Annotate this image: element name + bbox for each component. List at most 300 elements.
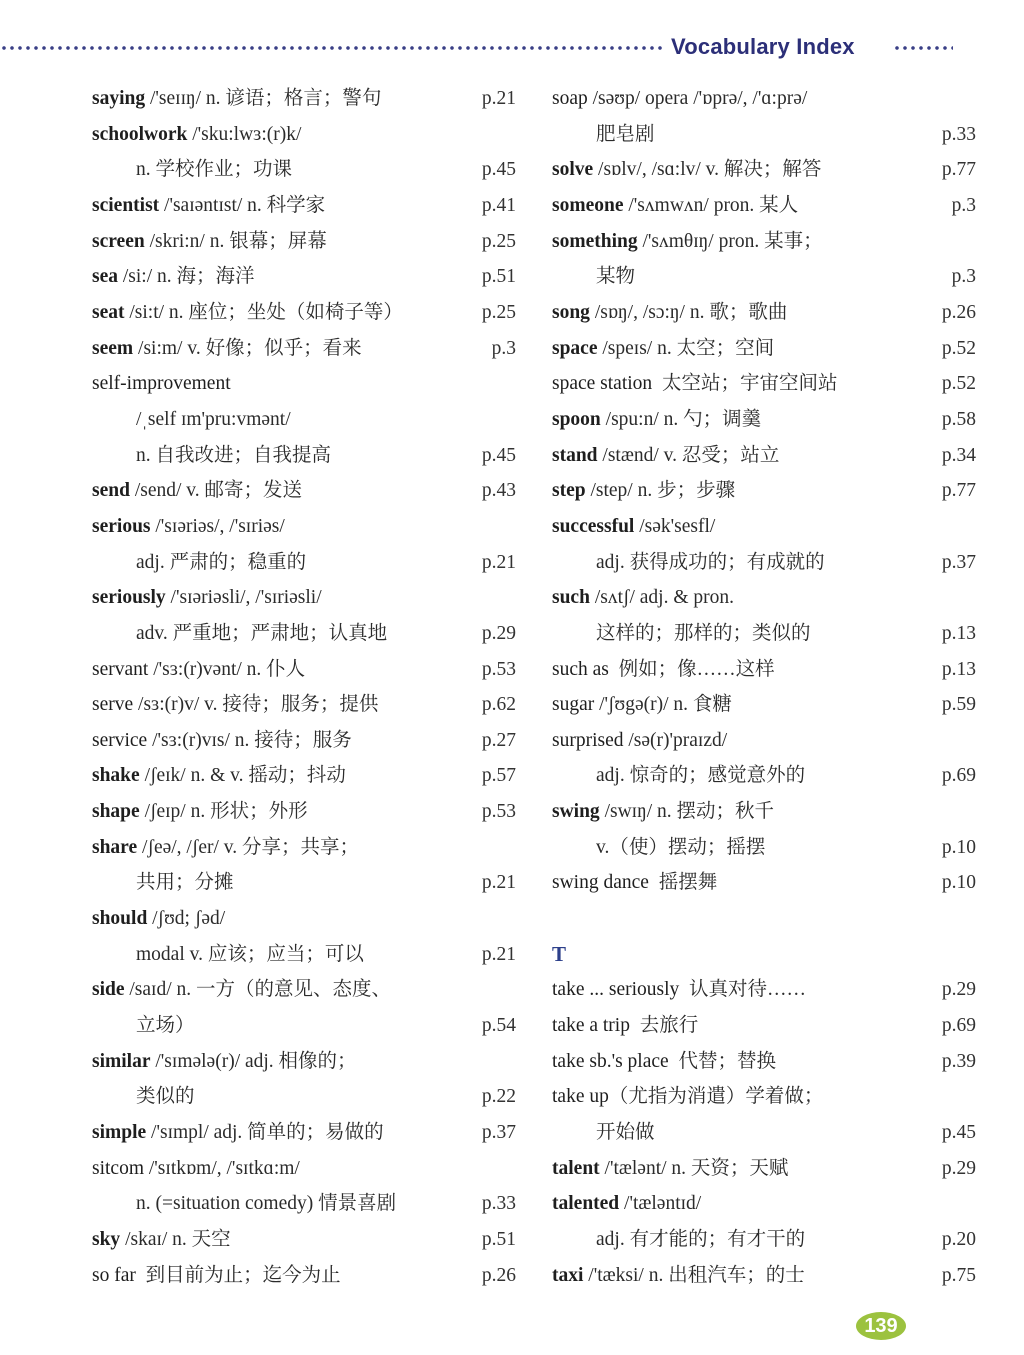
definition: /ʃeɪp/ n. 形状；外形 (139, 801, 308, 823)
index-entry (552, 117, 976, 153)
index-entry (92, 402, 516, 438)
entry-text (92, 445, 331, 466)
headword: take sb.'s place (552, 1050, 669, 1072)
index-entry (92, 1222, 516, 1258)
entry-text (552, 88, 807, 109)
definition: /'sɪəriəsli/, /'sɪriəsli/ (165, 587, 322, 609)
definition: /sək'sesfl/ (634, 515, 716, 537)
entry-text (92, 1193, 396, 1214)
index-entry (92, 580, 516, 616)
index-entry (552, 152, 976, 188)
page-reference: p.77 (941, 480, 976, 502)
entry-text (552, 872, 717, 893)
entry-text (552, 373, 837, 394)
section-letter: T (552, 941, 567, 966)
index-entry (552, 1008, 976, 1044)
entry-text (92, 730, 352, 751)
entry-text (92, 837, 359, 858)
index-entry (92, 366, 516, 402)
definition: /skri:n/ n. 银幕；屏幕 (144, 230, 327, 252)
definition: /'sɪmpl/ adj. 简单的；易做的 (146, 1122, 384, 1144)
entry-text (552, 552, 825, 573)
headword: solve (552, 159, 594, 181)
entry-text (552, 124, 655, 145)
index-entry (92, 616, 516, 652)
index-entry (552, 1044, 976, 1080)
index-entry (92, 865, 516, 901)
page-reference: p.33 (941, 123, 976, 145)
page-reference: p.59 (941, 694, 976, 716)
headword: space station (552, 373, 653, 395)
index-entry (552, 972, 976, 1008)
index-entry (92, 295, 516, 331)
headword: step (552, 480, 586, 502)
definition: 立场） (136, 1015, 195, 1037)
page-reference: p.29 (481, 622, 516, 644)
headword: saying (92, 88, 146, 109)
index-entry (552, 865, 976, 901)
index-entry (92, 188, 516, 224)
headword: service (92, 729, 148, 751)
definition: 肥皂剧 (596, 123, 655, 145)
page-reference: p.69 (941, 1015, 976, 1037)
definition: adv. 严重地；严肃地；认真地 (136, 622, 388, 644)
entry-text (552, 1193, 701, 1214)
definition: /sɒlv/, /sɑ:lv/ v. 解决；解答 (593, 159, 822, 181)
headword: scientist (92, 194, 160, 216)
definition: /səʊp/ opera /'ɒprə/, /'ɑ:prə/ (587, 88, 808, 109)
header-dotted-rule-end (893, 45, 953, 51)
index-entry (552, 1079, 976, 1115)
entry-text (92, 908, 225, 929)
index-entry (552, 1222, 976, 1258)
entry-text (92, 1051, 357, 1072)
definition: 太空站；宇宙空间站 (652, 373, 838, 395)
entry-text (552, 409, 761, 430)
index-entry (92, 972, 516, 1008)
definition: n. (=situation comedy) 情景喜剧 (136, 1193, 397, 1215)
headword: send (92, 480, 130, 502)
definition: /sə(r)'praɪzd/ (623, 729, 728, 751)
definition: /'seɪɪŋ/ n. 谚语；格言；警句 (145, 88, 382, 109)
section-letter-row (552, 937, 976, 973)
blank-row (552, 901, 976, 937)
headword: taxi (552, 1264, 584, 1286)
entry-text (92, 266, 255, 287)
headword: servant (92, 658, 149, 680)
definition: 开始做 (596, 1122, 655, 1144)
headword: stand (552, 444, 598, 466)
entry-text (552, 730, 727, 751)
entry-text (92, 302, 403, 323)
page-reference: p.10 (941, 836, 976, 858)
definition: 代替；替换 (668, 1050, 776, 1072)
page-reference: p.45 (481, 159, 516, 181)
entry-text (92, 801, 308, 822)
entry-text (92, 765, 346, 786)
headword: so far (92, 1264, 136, 1286)
definition: /sɒŋ/, /sɔ:ŋ/ n. 歌；歌曲 (589, 301, 788, 323)
index-entry (92, 830, 516, 866)
index-entry (552, 1258, 976, 1294)
page-reference: p.10 (941, 872, 976, 894)
definition: /swɪŋ/ n. 摆动；秋千 (599, 801, 775, 823)
page-reference: p.69 (941, 765, 976, 787)
definition: /si:m/ v. 好像；似乎；看来 (133, 337, 362, 359)
index-entry (552, 723, 976, 759)
headword: shake (92, 765, 140, 787)
headword: take ... seriously (552, 979, 680, 1001)
index-entry (552, 830, 976, 866)
page-reference: p.75 (941, 1264, 976, 1286)
index-entry (92, 438, 516, 474)
entry-text (552, 979, 806, 1000)
definition: /'sɜ:(r)vənt/ n. 仆人 (148, 658, 306, 680)
index-entry (552, 509, 976, 545)
headword: similar (92, 1050, 151, 1072)
headword: schoolwork (92, 123, 188, 145)
index-entry (552, 402, 976, 438)
entry-text (552, 694, 732, 715)
index-entry (552, 545, 976, 581)
definition: /spu:n/ n. 勺；调羹 (600, 408, 762, 430)
entry-text (552, 837, 765, 858)
definition: /sʌtʃ/ adj. & pron. (589, 587, 735, 609)
definition: 摇摆舞 (648, 872, 718, 894)
index-entry (92, 224, 516, 260)
entry-text (92, 872, 234, 893)
index-entry (552, 1151, 976, 1187)
headword: such as (552, 658, 609, 680)
index-entry (552, 259, 976, 295)
entry-text (552, 765, 805, 786)
entry-text (552, 1122, 655, 1143)
entry-text (552, 266, 635, 287)
entry-text (92, 1122, 384, 1143)
entry-text (552, 1015, 698, 1036)
index-entry (92, 331, 516, 367)
definition: modal v. 应该；应当；可以 (136, 943, 364, 965)
headword: sea (92, 266, 118, 288)
index-entry (92, 1151, 516, 1187)
definition: /'sʌmθɪŋ/ pron. 某事； (637, 230, 823, 252)
entry-text (92, 623, 387, 644)
definition: /'tæləntɪd/ (619, 1193, 702, 1215)
index-entry (92, 1186, 516, 1222)
index-entry (552, 224, 976, 260)
definition: adj. 惊奇的；感觉意外的 (596, 765, 806, 787)
entry-text (92, 1015, 195, 1036)
definition: （尤指为消遣）学着做； (608, 1086, 824, 1108)
index-entry (92, 259, 516, 295)
entry-text (92, 231, 327, 252)
page-reference: p.54 (481, 1015, 516, 1037)
page-reference: p.26 (941, 301, 976, 323)
page-reference: p.26 (481, 1264, 516, 1286)
entry-text (552, 1158, 788, 1179)
page-reference: p.3 (491, 337, 516, 359)
entry-text (552, 302, 787, 323)
entry-text (92, 88, 381, 109)
entry-text (92, 694, 378, 715)
page-reference: p.53 (481, 801, 516, 823)
index-entry (92, 1008, 516, 1044)
entry-text (552, 1265, 805, 1286)
entry-text (92, 1158, 300, 1179)
index-entry (92, 152, 516, 188)
headword: sitcom (92, 1157, 144, 1179)
definition: 共用；分摊 (136, 872, 234, 894)
entry-text (92, 338, 362, 359)
index-entry (92, 473, 516, 509)
definition: 例如；像……这样 (608, 658, 775, 680)
index-entry (92, 1258, 516, 1294)
headword: seat (92, 301, 125, 323)
definition: /si:/ n. 海；海洋 (118, 266, 255, 288)
page-reference: p.57 (481, 765, 516, 787)
headword: someone (552, 194, 624, 216)
page-reference: p.51 (481, 1229, 516, 1250)
entry-text (92, 516, 285, 537)
page-reference: p.21 (481, 872, 516, 894)
index-entry (92, 687, 516, 723)
headword: swing dance (552, 872, 649, 894)
page-reference: p.52 (941, 373, 976, 395)
index-entry (92, 117, 516, 153)
index-entry (552, 758, 976, 794)
index-entry (552, 331, 976, 367)
page-reference: p.52 (941, 337, 976, 359)
index-entry (552, 687, 976, 723)
definition: /'saɪəntɪst/ n. 科学家 (159, 194, 326, 216)
headword: sky (92, 1229, 121, 1250)
index-entry (552, 652, 976, 688)
entry-text (552, 338, 774, 359)
definition: n. 自我改进；自我提高 (136, 444, 332, 466)
entry-text (92, 1229, 231, 1250)
entry-text (552, 516, 715, 537)
entry-text (552, 587, 734, 608)
entry-text (552, 1086, 823, 1107)
page-reference: p.37 (941, 551, 976, 573)
headword: serious (92, 515, 151, 537)
headword: successful (552, 515, 635, 537)
definition: /'tæksi/ n. 出租汽车；的士 (583, 1264, 805, 1286)
definition: /speɪs/ n. 太空；空间 (597, 337, 775, 359)
headword: seriously (92, 587, 166, 609)
entry-text (92, 373, 231, 394)
index-entry (552, 1115, 976, 1151)
entry-text (92, 480, 302, 501)
page-header-title: Vocabulary Index (671, 34, 855, 59)
entry-text (552, 659, 775, 680)
definition: /si:t/ n. 座位；坐处（如椅子等） (124, 301, 403, 323)
entry-text (92, 1086, 195, 1107)
definition: /'tælənt/ n. 天资；天赋 (599, 1157, 789, 1179)
definition: /step/ n. 步；步骤 (585, 480, 736, 502)
entry-text (552, 480, 735, 501)
page-reference: p.39 (941, 1050, 976, 1072)
definition: /'sɪmələ(r)/ adj. 相像的； (150, 1050, 357, 1072)
definition: 这样的；那样的；类似的 (596, 622, 811, 644)
definition: /ʃeɪk/ n. & v. 摇动；抖动 (139, 765, 346, 787)
page-reference: p.29 (941, 979, 976, 1001)
headword: should (92, 908, 148, 930)
definition: adj. 严肃的；稳重的 (136, 551, 307, 573)
page-reference: p.27 (481, 729, 516, 751)
definition: /saɪd/ n. 一方（的意见、态度、 (124, 979, 392, 1001)
index-entry (92, 901, 516, 937)
definition: 去旅行 (629, 1015, 699, 1037)
definition: /ˌself ɪm'pru:vmənt/ (136, 408, 291, 430)
definition: /sɜ:(r)v/ v. 接待；服务；提供 (133, 694, 379, 716)
index-entry (552, 1186, 976, 1222)
definition: /'sʌmwʌn/ pron. 某人 (623, 194, 799, 216)
entry-text (552, 445, 779, 466)
definition: /ʃeə/, /ʃer/ v. 分享；共享； (137, 836, 360, 858)
definition: 某物 (596, 266, 636, 288)
page-reference: p.41 (481, 194, 516, 216)
index-entry (92, 723, 516, 759)
index-entry (92, 652, 516, 688)
headword: such (552, 587, 590, 609)
entry-text (92, 944, 364, 965)
headword: self-improvement (92, 373, 231, 395)
entry-text (92, 409, 291, 430)
page-number-badge: 139 (856, 1312, 906, 1340)
entry-text (552, 623, 811, 644)
index-entry (92, 545, 516, 581)
page-reference: p.45 (481, 444, 516, 466)
definition: adj. 获得成功的；有成就的 (596, 551, 825, 573)
headword: seem (92, 337, 134, 359)
definition: v.（使）摆动；摇摆 (596, 836, 766, 858)
page-reference: p.13 (941, 658, 976, 680)
headword: space (552, 337, 598, 359)
index-entry (552, 188, 976, 224)
page-reference: p.21 (481, 88, 516, 109)
page-reference: p.3 (951, 194, 976, 216)
entry-text (552, 159, 821, 180)
headword: talented (552, 1193, 620, 1215)
headword: serve (92, 694, 134, 716)
page-reference: p.37 (481, 1122, 516, 1144)
index-entry (92, 794, 516, 830)
page-reference: p.62 (481, 694, 516, 716)
index-entry (552, 616, 976, 652)
entry-text (552, 1051, 776, 1072)
page-reference: p.25 (481, 301, 516, 323)
page-reference: p.20 (941, 1229, 976, 1250)
definition: 类似的 (136, 1086, 195, 1108)
index-entry (92, 937, 516, 973)
headword: screen (92, 230, 145, 252)
entry-text (552, 941, 567, 966)
headword: take up (552, 1086, 609, 1108)
entry-text (92, 979, 391, 1000)
index-entry (92, 81, 516, 117)
headword: simple (92, 1122, 147, 1144)
headword: sugar (552, 694, 595, 716)
index-entry (552, 438, 976, 474)
definition: /'sɪəriəs/, /'sɪriəs/ (150, 515, 285, 537)
index-entry (92, 758, 516, 794)
page-reference: p.77 (941, 159, 976, 181)
entry-text (552, 801, 774, 822)
definition: /'ʃʊgə(r)/ n. 食糖 (594, 694, 732, 716)
entry-text (92, 195, 325, 216)
index-entry (92, 1079, 516, 1115)
headword: surprised (552, 729, 624, 751)
page-reference: p.53 (481, 658, 516, 680)
page-reference: p.3 (951, 266, 976, 288)
definition: 到目前为止；迄今为止 (135, 1264, 341, 1286)
entry-text (92, 552, 306, 573)
headword: shape (92, 801, 140, 823)
definition: 认真对待…… (679, 979, 807, 1001)
headword: song (552, 301, 590, 323)
page-reference: p.22 (481, 1086, 516, 1108)
entry-text (552, 231, 823, 252)
definition: /'sɜ:(r)vɪs/ n. 接待；服务 (147, 729, 352, 751)
entry-text (92, 659, 305, 680)
index-entry (92, 1044, 516, 1080)
page-reference: p.33 (481, 1193, 516, 1215)
entry-text (92, 159, 292, 180)
index-entry (92, 509, 516, 545)
headword: swing (552, 801, 600, 823)
definition: /'sku:lwɜ:(r)k/ (187, 123, 302, 145)
definition: adj. 有才能的；有才干的 (596, 1229, 806, 1250)
definition: n. 学校作业；功课 (136, 159, 293, 181)
entry-text (92, 124, 301, 145)
headword: take a trip (552, 1015, 630, 1037)
index-entry (552, 366, 976, 402)
page-reference: p.21 (481, 943, 516, 965)
definition: /send/ v. 邮寄；发送 (129, 480, 303, 502)
page-reference: p.45 (941, 1122, 976, 1144)
entry-text (92, 587, 322, 608)
index-entry (92, 1115, 516, 1151)
entry-text (92, 1265, 341, 1286)
page-reference: p.25 (481, 230, 516, 252)
index-entry (552, 295, 976, 331)
index-column-left (92, 81, 516, 1293)
page-reference: p.13 (941, 622, 976, 644)
page-reference: p.29 (941, 1157, 976, 1179)
definition: /stænd/ v. 忍受；站立 (597, 444, 780, 466)
index-column-right (552, 81, 976, 1293)
index-entry (552, 473, 976, 509)
headword: soap (552, 88, 588, 109)
definition: /skaɪ/ n. 天空 (120, 1229, 231, 1250)
headword: spoon (552, 408, 601, 430)
page-reference: p.43 (481, 480, 516, 502)
page-reference: p.34 (941, 444, 976, 466)
headword: talent (552, 1157, 600, 1179)
header-dotted-rule (0, 45, 666, 51)
headword: side (92, 979, 125, 1001)
page-reference: p.21 (481, 551, 516, 573)
headword: something (552, 230, 638, 252)
page-reference: p.58 (941, 408, 976, 430)
headword: share (92, 836, 138, 858)
entry-text (552, 195, 798, 216)
index-entry (552, 81, 976, 117)
definition: /'sɪtkɒm/, /'sɪtkɑ:m/ (144, 1157, 300, 1179)
page-reference: p.51 (481, 266, 516, 288)
definition: /ʃʊd; ʃəd/ (147, 908, 226, 930)
